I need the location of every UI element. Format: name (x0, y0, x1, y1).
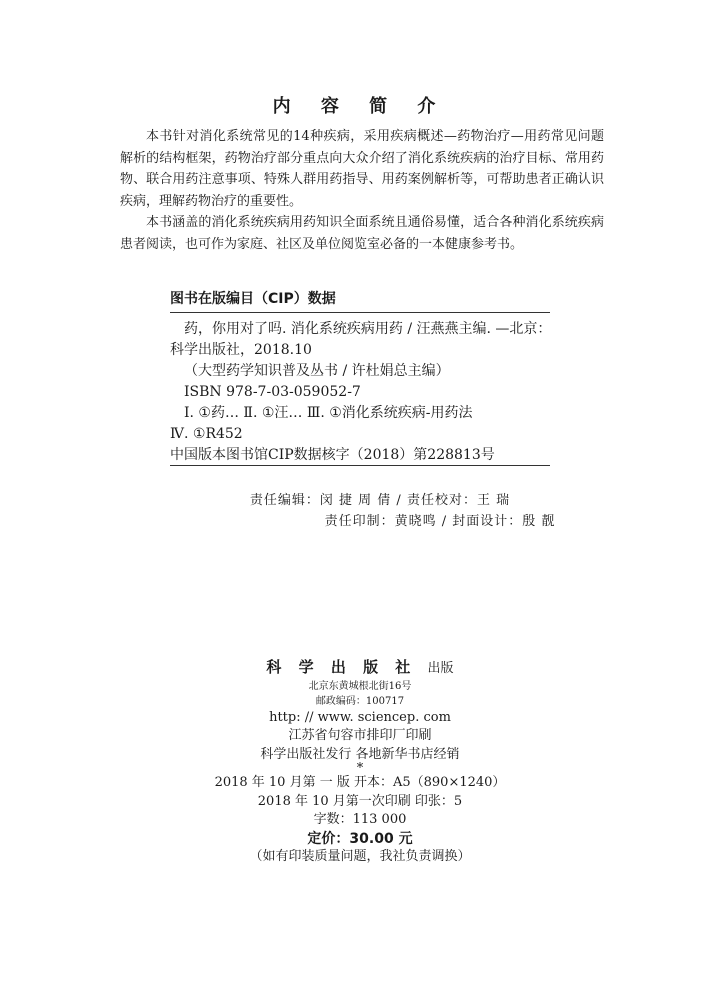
distribution-info: 科学出版社发行 各地新华书店经销 (260, 746, 460, 762)
cip-heading: 图书在版编目（CIP）数据 (170, 291, 336, 307)
cip-bottom-rule (170, 465, 550, 466)
printer-info: 江苏省句容市排印厂印刷 (288, 728, 432, 743)
publisher-name (0, 658, 720, 679)
printing-info: 2018 年 10 月第一次印刷 印张：5 (257, 793, 463, 809)
publisher-address: 北京东黄城根北街16号 (308, 680, 412, 692)
cip-line-2: 科学出版社，2018.10 (170, 342, 312, 358)
separator-star: * (356, 761, 364, 776)
publisher-postcode: 邮政编码：100717 (315, 695, 405, 707)
publisher-block (0, 658, 720, 867)
publisher-url: http: // www. sciencep. com (269, 709, 451, 725)
cip-line-5: Ⅰ. ①药… Ⅱ. ①汪… Ⅲ. ①消化系统疾病-用药法 (184, 405, 473, 421)
quality-note: （如有印装质量问题，我社负责调换） (249, 849, 471, 864)
word-count: 字数：113 000 (313, 812, 407, 827)
credits-editors: 责任编辑：闵 捷 周 倩 / 责任校对：王 瑞 (249, 493, 511, 508)
edition-info: 2018 年 10 月第 一 版 开本：A5（890×1240） (214, 775, 506, 790)
cip-line-7: 中国版本图书馆CIP数据核字（2018）第228813号 (170, 447, 495, 463)
cip-line-3: （大型药学知识普及丛书 / 许杜娟总主编） (184, 363, 450, 379)
cip-block (170, 319, 560, 466)
price: 定价：30.00 元 (307, 830, 413, 847)
intro-paragraph-2: 本书涵盖的消化系统疾病用药知识全面系统且通俗易懂，适合各种消化系统疾病患者阅读，也可作为家庭、社区及单位阅览室必备的一本健康参考书。 (120, 215, 604, 252)
publisher-name-suffix: 出版 (427, 661, 454, 676)
cip-line-6: Ⅳ. ①R452 (170, 426, 243, 442)
cip-line-1: 药，你用对了吗. 消化系统疾病用药 / 汪燕燕主编. —北京： (184, 321, 552, 337)
publisher-name-text: 科 学 出 版 社 (266, 658, 417, 676)
intro-section (120, 126, 604, 255)
intro-paragraph-1: 本书针对消化系统常见的14种疾病，采用疾病概述—药物治疗—用药常见问题解析的结构框架，药物治疗部分重点向大众介绍了消化系统疾病的治疗目标、常用药物、联合用药注意事项、特殊人群用药指导、用药案例解析等，可帮助患者正确认识疾病，理解药物治疗的重要性。 (120, 129, 604, 209)
cip-isbn: ISBN 978-7-03-059052-7 (184, 384, 361, 400)
credits-production: 责任印制：黄晓鸣 / 封面设计：殷 靓 (324, 514, 556, 529)
cip-top-rule (170, 312, 550, 313)
page-title: 内 容 简 介 (272, 96, 448, 117)
